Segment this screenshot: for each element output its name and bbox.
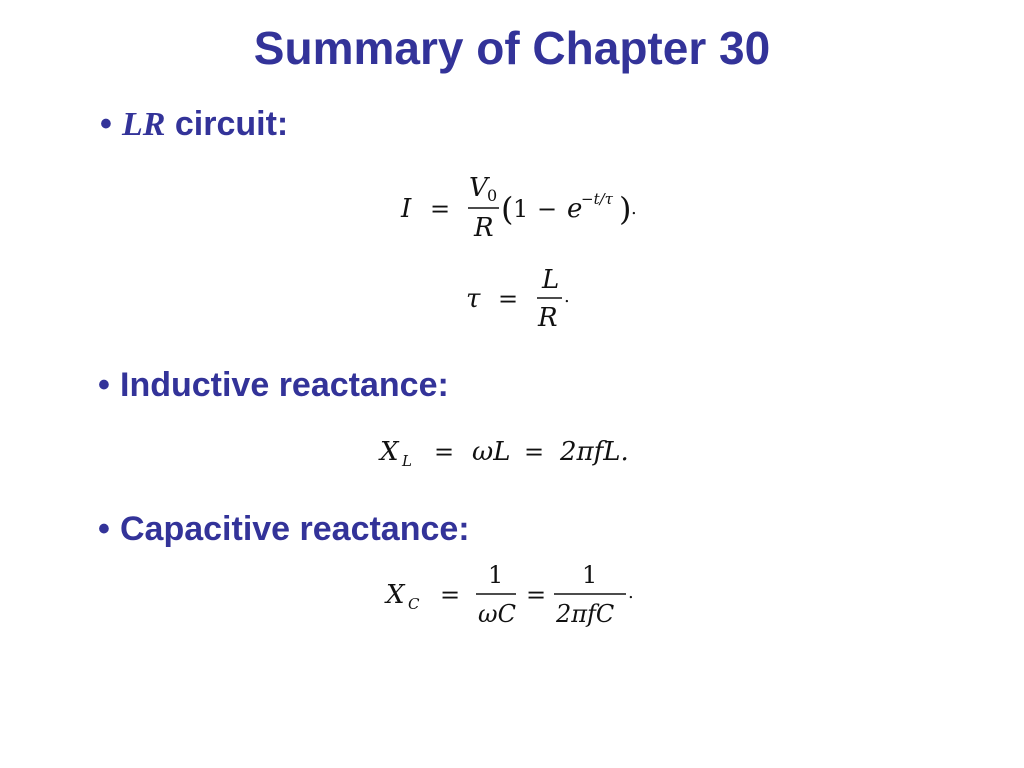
eq-xc-sub: C: [408, 595, 420, 613]
capacitive-equation-svg: [382, 558, 662, 638]
bullet-marker: •: [98, 366, 110, 404]
eq-tau-numerator: L: [542, 265, 560, 295]
current-equation-svg: [395, 170, 655, 250]
eq-current-denominator: R: [474, 213, 494, 243]
inductive-equation-svg: [376, 430, 656, 478]
eq-tau-denominator: R: [538, 303, 558, 333]
eq-xc-denominator-2: 2πfC: [556, 600, 615, 628]
lr-label: LR: [122, 106, 166, 143]
eq-tau-period: .: [564, 286, 570, 307]
slide-title: Summary of Chapter 30: [253, 22, 771, 74]
eq-xc-equals-2: =: [526, 581, 547, 609]
eq-xc-period: .: [628, 582, 634, 603]
eq-current-one: 1: [513, 195, 529, 223]
eq-xl-equals-1: =: [434, 438, 455, 466]
current-equation: [395, 170, 655, 254]
eq-tau-lhs: τ: [466, 284, 481, 314]
eq-xl-lhs: X: [380, 437, 399, 467]
capacitive-reactance-label: Capacitive reactance:: [120, 510, 470, 548]
circuit-label: circuit:: [165, 105, 289, 143]
bullet-lr-circuit: [100, 104, 288, 145]
eq-current-numerator-sub: 0: [487, 186, 498, 205]
inductive-reactance-label: Inductive reactance:: [120, 366, 449, 404]
eq-current-exponent: −t/τ: [581, 190, 613, 208]
eq-current-open-paren: (: [501, 190, 514, 228]
eq-xc-lhs: X: [386, 580, 405, 610]
eq-current-minus: −: [537, 195, 558, 223]
bullet-marker: •: [100, 105, 112, 143]
capacitive-equation: [382, 558, 662, 642]
eq-current-equals: =: [430, 195, 451, 223]
eq-xc-numerator-2: 1: [582, 561, 598, 589]
tau-equation-svg: [460, 262, 600, 342]
eq-xc-equals-1: =: [440, 581, 461, 609]
tau-equation: [460, 262, 600, 346]
bullet-capacitive-reactance: [98, 509, 470, 549]
eq-tau-equals: =: [498, 285, 519, 313]
eq-xc-numerator-1: 1: [488, 561, 504, 589]
eq-xl-equals-2: =: [524, 438, 545, 466]
bullet-marker: •: [98, 510, 110, 548]
eq-current-numerator: V: [469, 173, 488, 203]
bullet-inductive-reactance: [98, 365, 449, 405]
eq-xc-denominator-1: ωC: [478, 600, 516, 628]
eq-xl-rhs: 2πfL.: [560, 437, 629, 467]
eq-current-lhs: I: [401, 194, 412, 224]
eq-xl-omega-l: ωL: [472, 437, 511, 467]
eq-current-close-paren: ): [619, 190, 632, 228]
inductive-equation: [376, 430, 656, 482]
eq-xl-sub: L: [402, 452, 412, 470]
eq-current-period: .: [631, 198, 637, 219]
eq-current-exp-base: e: [567, 194, 583, 224]
